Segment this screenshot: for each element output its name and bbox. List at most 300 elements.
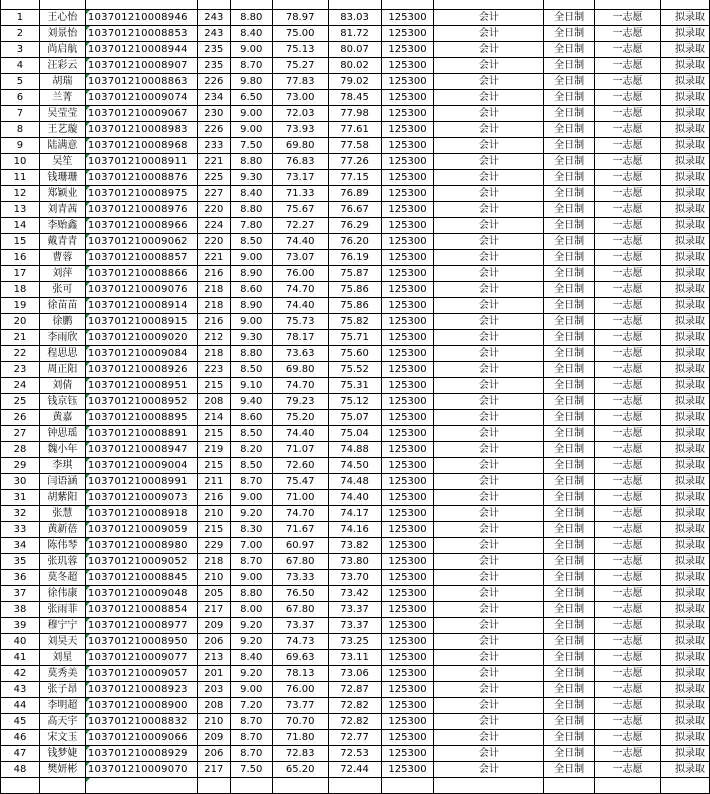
student-name-cell[interactable]: 徐鹏 <box>39 314 85 330</box>
major-name-cell[interactable]: 会计 <box>434 330 544 346</box>
student-name-cell[interactable]: 张可 <box>39 282 85 298</box>
major-code-cell[interactable]: 125300 <box>381 634 434 650</box>
major-code-cell[interactable] <box>381 778 434 794</box>
student-name-cell[interactable]: 刘星 <box>39 650 85 666</box>
major-code-cell[interactable]: 125300 <box>381 58 434 74</box>
skill-score-cell[interactable]: 8.50 <box>230 362 272 378</box>
exam-id-cell[interactable]: 103701210008929 <box>85 746 197 762</box>
study-mode-cell[interactable]: 全日制 <box>544 458 595 474</box>
student-name-cell[interactable]: 刘萍 <box>39 266 85 282</box>
admission-status-cell[interactable]: 拟录取 <box>660 506 709 522</box>
volunteer-type-cell[interactable]: 一志愿 <box>595 250 661 266</box>
total-score-cell[interactable]: 72.87 <box>328 682 381 698</box>
major-name-cell[interactable]: 会计 <box>434 666 544 682</box>
volunteer-type-cell[interactable] <box>595 778 661 794</box>
row-number-cell[interactable]: 42 <box>1 666 40 682</box>
initial-score-cell[interactable]: 206 <box>197 746 230 762</box>
admission-status-cell[interactable]: 拟录取 <box>660 746 709 762</box>
total-score-cell[interactable] <box>328 0 381 10</box>
major-name-cell[interactable]: 会计 <box>434 506 544 522</box>
major-name-cell[interactable]: 会计 <box>434 394 544 410</box>
exam-id-cell[interactable]: 103701210009059 <box>85 522 197 538</box>
row-number-cell[interactable]: 9 <box>1 138 40 154</box>
interview-score-cell[interactable]: 73.93 <box>272 122 328 138</box>
student-name-cell[interactable]: 李琪 <box>39 458 85 474</box>
exam-id-cell[interactable]: 103701210008975 <box>85 186 197 202</box>
exam-id-cell[interactable]: 103701210009070 <box>85 762 197 778</box>
volunteer-type-cell[interactable]: 一志愿 <box>595 714 661 730</box>
volunteer-type-cell[interactable]: 一志愿 <box>595 170 661 186</box>
admission-status-cell[interactable]: 拟录取 <box>660 10 709 26</box>
interview-score-cell[interactable]: 79.23 <box>272 394 328 410</box>
total-score-cell[interactable]: 75.52 <box>328 362 381 378</box>
initial-score-cell[interactable]: 218 <box>197 346 230 362</box>
major-name-cell[interactable] <box>434 0 544 10</box>
student-name-cell[interactable]: 吴笙 <box>39 154 85 170</box>
study-mode-cell[interactable] <box>544 0 595 10</box>
skill-score-cell[interactable]: 9.00 <box>230 106 272 122</box>
initial-score-cell[interactable]: 213 <box>197 650 230 666</box>
volunteer-type-cell[interactable]: 一志愿 <box>595 746 661 762</box>
major-name-cell[interactable]: 会计 <box>434 570 544 586</box>
major-code-cell[interactable]: 125300 <box>381 122 434 138</box>
interview-score-cell[interactable]: 76.83 <box>272 154 328 170</box>
volunteer-type-cell[interactable]: 一志愿 <box>595 522 661 538</box>
interview-score-cell[interactable]: 78.13 <box>272 666 328 682</box>
exam-id-cell[interactable]: 103701210008976 <box>85 202 197 218</box>
student-name-cell[interactable]: 胡紫阳 <box>39 490 85 506</box>
admission-status-cell[interactable]: 拟录取 <box>660 426 709 442</box>
study-mode-cell[interactable]: 全日制 <box>544 282 595 298</box>
skill-score-cell[interactable]: 8.50 <box>230 234 272 250</box>
total-score-cell[interactable]: 78.45 <box>328 90 381 106</box>
admission-status-cell[interactable]: 拟录取 <box>660 666 709 682</box>
study-mode-cell[interactable]: 全日制 <box>544 10 595 26</box>
study-mode-cell[interactable]: 全日制 <box>544 634 595 650</box>
student-name-cell[interactable]: 宋文玉 <box>39 730 85 746</box>
major-name-cell[interactable]: 会计 <box>434 554 544 570</box>
major-name-cell[interactable]: 会计 <box>434 74 544 90</box>
study-mode-cell[interactable]: 全日制 <box>544 474 595 490</box>
admission-status-cell[interactable]: 拟录取 <box>660 122 709 138</box>
exam-id-cell[interactable]: 103701210008991 <box>85 474 197 490</box>
interview-score-cell[interactable]: 75.47 <box>272 474 328 490</box>
study-mode-cell[interactable]: 全日制 <box>544 234 595 250</box>
major-code-cell[interactable]: 125300 <box>381 314 434 330</box>
skill-score-cell[interactable]: 8.90 <box>230 266 272 282</box>
admission-status-cell[interactable]: 拟录取 <box>660 154 709 170</box>
admission-status-cell[interactable]: 拟录取 <box>660 730 709 746</box>
interview-score-cell[interactable]: 76.00 <box>272 266 328 282</box>
major-code-cell[interactable]: 125300 <box>381 682 434 698</box>
skill-score-cell[interactable]: 9.00 <box>230 314 272 330</box>
initial-score-cell[interactable]: 235 <box>197 42 230 58</box>
major-name-cell[interactable]: 会计 <box>434 634 544 650</box>
initial-score-cell[interactable]: 209 <box>197 618 230 634</box>
admission-status-cell[interactable]: 拟录取 <box>660 698 709 714</box>
major-code-cell[interactable]: 125300 <box>381 666 434 682</box>
exam-id-cell[interactable]: 103701210009066 <box>85 730 197 746</box>
row-number-cell[interactable]: 43 <box>1 682 40 698</box>
major-code-cell[interactable]: 125300 <box>381 506 434 522</box>
row-number-cell[interactable]: 48 <box>1 762 40 778</box>
interview-score-cell[interactable] <box>272 0 328 10</box>
skill-score-cell[interactable]: 8.80 <box>230 202 272 218</box>
major-name-cell[interactable]: 会计 <box>434 458 544 474</box>
total-score-cell[interactable]: 77.61 <box>328 122 381 138</box>
study-mode-cell[interactable]: 全日制 <box>544 698 595 714</box>
initial-score-cell[interactable]: 229 <box>197 538 230 554</box>
major-code-cell[interactable]: 125300 <box>381 26 434 42</box>
skill-score-cell[interactable]: 9.10 <box>230 378 272 394</box>
major-name-cell[interactable]: 会计 <box>434 10 544 26</box>
skill-score-cell[interactable]: 8.80 <box>230 586 272 602</box>
interview-score-cell[interactable]: 74.70 <box>272 282 328 298</box>
study-mode-cell[interactable]: 全日制 <box>544 490 595 506</box>
study-mode-cell[interactable]: 全日制 <box>544 410 595 426</box>
interview-score-cell[interactable] <box>272 778 328 794</box>
student-name-cell[interactable]: 戴青青 <box>39 234 85 250</box>
interview-score-cell[interactable]: 73.63 <box>272 346 328 362</box>
row-number-cell[interactable]: 5 <box>1 74 40 90</box>
study-mode-cell[interactable]: 全日制 <box>544 426 595 442</box>
row-number-cell[interactable]: 30 <box>1 474 40 490</box>
initial-score-cell[interactable]: 218 <box>197 282 230 298</box>
interview-score-cell[interactable]: 75.73 <box>272 314 328 330</box>
initial-score-cell[interactable]: 210 <box>197 506 230 522</box>
initial-score-cell[interactable]: 215 <box>197 458 230 474</box>
skill-score-cell[interactable] <box>230 778 272 794</box>
admission-status-cell[interactable]: 拟录取 <box>660 138 709 154</box>
study-mode-cell[interactable]: 全日制 <box>544 202 595 218</box>
admission-status-cell[interactable]: 拟录取 <box>660 378 709 394</box>
admission-status-cell[interactable]: 拟录取 <box>660 266 709 282</box>
student-name-cell[interactable]: 张慧 <box>39 506 85 522</box>
row-number-cell[interactable]: 28 <box>1 442 40 458</box>
initial-score-cell[interactable]: 225 <box>197 170 230 186</box>
row-number-cell[interactable]: 44 <box>1 698 40 714</box>
skill-score-cell[interactable]: 6.50 <box>230 90 272 106</box>
study-mode-cell[interactable]: 全日制 <box>544 602 595 618</box>
major-code-cell[interactable]: 125300 <box>381 362 434 378</box>
row-number-cell[interactable]: 38 <box>1 602 40 618</box>
student-name-cell[interactable]: 莫秀美 <box>39 666 85 682</box>
initial-score-cell[interactable]: 218 <box>197 554 230 570</box>
study-mode-cell[interactable]: 全日制 <box>544 298 595 314</box>
major-code-cell[interactable]: 125300 <box>381 426 434 442</box>
interview-score-cell[interactable]: 73.37 <box>272 618 328 634</box>
major-name-cell[interactable]: 会计 <box>434 234 544 250</box>
admission-status-cell[interactable]: 拟录取 <box>660 618 709 634</box>
row-number-cell[interactable]: 13 <box>1 202 40 218</box>
initial-score-cell[interactable]: 223 <box>197 362 230 378</box>
exam-id-cell[interactable]: 103701210008918 <box>85 506 197 522</box>
study-mode-cell[interactable]: 全日制 <box>544 586 595 602</box>
major-code-cell[interactable]: 125300 <box>381 394 434 410</box>
study-mode-cell[interactable]: 全日制 <box>544 666 595 682</box>
volunteer-type-cell[interactable]: 一志愿 <box>595 634 661 650</box>
initial-score-cell[interactable]: 221 <box>197 250 230 266</box>
major-code-cell[interactable]: 125300 <box>381 42 434 58</box>
volunteer-type-cell[interactable]: 一志愿 <box>595 202 661 218</box>
major-code-cell[interactable]: 125300 <box>381 218 434 234</box>
major-name-cell[interactable]: 会计 <box>434 522 544 538</box>
admission-status-cell[interactable]: 拟录取 <box>660 58 709 74</box>
major-code-cell[interactable]: 125300 <box>381 90 434 106</box>
total-score-cell[interactable]: 73.06 <box>328 666 381 682</box>
total-score-cell[interactable]: 74.40 <box>328 490 381 506</box>
total-score-cell[interactable]: 81.72 <box>328 26 381 42</box>
exam-id-cell[interactable] <box>85 0 197 10</box>
volunteer-type-cell[interactable]: 一志愿 <box>595 10 661 26</box>
major-code-cell[interactable]: 125300 <box>381 618 434 634</box>
initial-score-cell[interactable]: 217 <box>197 602 230 618</box>
admission-status-cell[interactable]: 拟录取 <box>660 682 709 698</box>
major-code-cell[interactable]: 125300 <box>381 490 434 506</box>
skill-score-cell[interactable]: 9.20 <box>230 666 272 682</box>
volunteer-type-cell[interactable]: 一志愿 <box>595 730 661 746</box>
skill-score-cell[interactable]: 8.20 <box>230 442 272 458</box>
major-code-cell[interactable]: 125300 <box>381 730 434 746</box>
initial-score-cell[interactable]: 212 <box>197 330 230 346</box>
exam-id-cell[interactable]: 103701210008876 <box>85 170 197 186</box>
major-code-cell[interactable]: 125300 <box>381 570 434 586</box>
total-score-cell[interactable]: 75.12 <box>328 394 381 410</box>
major-name-cell[interactable]: 会计 <box>434 90 544 106</box>
row-number-cell[interactable]: 37 <box>1 586 40 602</box>
total-score-cell[interactable]: 77.26 <box>328 154 381 170</box>
exam-id-cell[interactable]: 103701210009073 <box>85 490 197 506</box>
volunteer-type-cell[interactable]: 一志愿 <box>595 666 661 682</box>
student-name-cell[interactable]: 刘青茜 <box>39 202 85 218</box>
total-score-cell[interactable]: 72.53 <box>328 746 381 762</box>
initial-score-cell[interactable]: 203 <box>197 682 230 698</box>
study-mode-cell[interactable]: 全日制 <box>544 650 595 666</box>
volunteer-type-cell[interactable]: 一志愿 <box>595 26 661 42</box>
exam-id-cell[interactable]: 103701210008968 <box>85 138 197 154</box>
major-name-cell[interactable]: 会计 <box>434 762 544 778</box>
major-name-cell[interactable]: 会计 <box>434 58 544 74</box>
major-name-cell[interactable] <box>434 778 544 794</box>
study-mode-cell[interactable]: 全日制 <box>544 730 595 746</box>
admission-status-cell[interactable]: 拟录取 <box>660 762 709 778</box>
major-code-cell[interactable]: 125300 <box>381 154 434 170</box>
total-score-cell[interactable]: 76.29 <box>328 218 381 234</box>
major-code-cell[interactable]: 125300 <box>381 346 434 362</box>
exam-id-cell[interactable]: 103701210008891 <box>85 426 197 442</box>
major-code-cell[interactable]: 125300 <box>381 410 434 426</box>
initial-score-cell[interactable]: 211 <box>197 474 230 490</box>
skill-score-cell[interactable]: 8.30 <box>230 522 272 538</box>
study-mode-cell[interactable]: 全日制 <box>544 346 595 362</box>
major-code-cell[interactable]: 125300 <box>381 282 434 298</box>
total-score-cell[interactable]: 73.37 <box>328 602 381 618</box>
initial-score-cell[interactable]: 210 <box>197 570 230 586</box>
exam-id-cell[interactable]: 103701210008845 <box>85 570 197 586</box>
study-mode-cell[interactable]: 全日制 <box>544 330 595 346</box>
initial-score-cell[interactable]: 220 <box>197 234 230 250</box>
skill-score-cell[interactable]: 9.30 <box>230 170 272 186</box>
exam-id-cell[interactable]: 103701210008980 <box>85 538 197 554</box>
major-name-cell[interactable]: 会计 <box>434 746 544 762</box>
major-code-cell[interactable]: 125300 <box>381 762 434 778</box>
student-name-cell[interactable]: 程思思 <box>39 346 85 362</box>
interview-score-cell[interactable]: 75.20 <box>272 410 328 426</box>
total-score-cell[interactable]: 72.77 <box>328 730 381 746</box>
exam-id-cell[interactable]: 103701210008946 <box>85 10 197 26</box>
volunteer-type-cell[interactable]: 一志愿 <box>595 698 661 714</box>
interview-score-cell[interactable]: 74.70 <box>272 378 328 394</box>
total-score-cell[interactable]: 72.82 <box>328 714 381 730</box>
exam-id-cell[interactable]: 103701210009020 <box>85 330 197 346</box>
volunteer-type-cell[interactable]: 一志愿 <box>595 138 661 154</box>
total-score-cell[interactable]: 83.03 <box>328 10 381 26</box>
admission-status-cell[interactable]: 拟录取 <box>660 26 709 42</box>
exam-id-cell[interactable]: 103701210008947 <box>85 442 197 458</box>
student-name-cell[interactable]: 刘倩 <box>39 378 85 394</box>
study-mode-cell[interactable]: 全日制 <box>544 186 595 202</box>
major-name-cell[interactable]: 会计 <box>434 698 544 714</box>
volunteer-type-cell[interactable]: 一志愿 <box>595 602 661 618</box>
interview-score-cell[interactable]: 72.03 <box>272 106 328 122</box>
row-number-cell[interactable]: 20 <box>1 314 40 330</box>
major-code-cell[interactable]: 125300 <box>381 170 434 186</box>
study-mode-cell[interactable]: 全日制 <box>544 42 595 58</box>
total-score-cell[interactable]: 74.16 <box>328 522 381 538</box>
exam-id-cell[interactable]: 103701210008853 <box>85 26 197 42</box>
major-code-cell[interactable]: 125300 <box>381 378 434 394</box>
total-score-cell[interactable]: 76.20 <box>328 234 381 250</box>
student-name-cell[interactable]: 王艺璇 <box>39 122 85 138</box>
skill-score-cell[interactable]: 8.70 <box>230 714 272 730</box>
interview-score-cell[interactable]: 75.00 <box>272 26 328 42</box>
volunteer-type-cell[interactable] <box>595 0 661 10</box>
major-name-cell[interactable]: 会计 <box>434 650 544 666</box>
skill-score-cell[interactable]: 9.00 <box>230 570 272 586</box>
volunteer-type-cell[interactable]: 一志愿 <box>595 378 661 394</box>
admission-status-cell[interactable]: 拟录取 <box>660 586 709 602</box>
major-name-cell[interactable]: 会计 <box>434 250 544 266</box>
student-name-cell[interactable]: 闫语涵 <box>39 474 85 490</box>
volunteer-type-cell[interactable]: 一志愿 <box>595 618 661 634</box>
study-mode-cell[interactable] <box>544 778 595 794</box>
major-code-cell[interactable]: 125300 <box>381 458 434 474</box>
study-mode-cell[interactable]: 全日制 <box>544 250 595 266</box>
exam-id-cell[interactable]: 103701210008832 <box>85 714 197 730</box>
admission-status-cell[interactable]: 拟录取 <box>660 410 709 426</box>
admission-status-cell[interactable]: 拟录取 <box>660 554 709 570</box>
skill-score-cell[interactable]: 8.50 <box>230 426 272 442</box>
volunteer-type-cell[interactable]: 一志愿 <box>595 682 661 698</box>
interview-score-cell[interactable]: 77.83 <box>272 74 328 90</box>
exam-id-cell[interactable]: 103701210009062 <box>85 234 197 250</box>
major-name-cell[interactable]: 会计 <box>434 442 544 458</box>
study-mode-cell[interactable]: 全日制 <box>544 554 595 570</box>
major-code-cell[interactable]: 125300 <box>381 698 434 714</box>
row-number-cell[interactable]: 24 <box>1 378 40 394</box>
interview-score-cell[interactable]: 74.73 <box>272 634 328 650</box>
interview-score-cell[interactable]: 71.67 <box>272 522 328 538</box>
volunteer-type-cell[interactable]: 一志愿 <box>595 362 661 378</box>
initial-score-cell[interactable]: 206 <box>197 634 230 650</box>
exam-id-cell[interactable]: 103701210008911 <box>85 154 197 170</box>
admission-status-cell[interactable]: 拟录取 <box>660 650 709 666</box>
skill-score-cell[interactable] <box>230 0 272 10</box>
initial-score-cell[interactable]: 221 <box>197 154 230 170</box>
initial-score-cell[interactable]: 220 <box>197 202 230 218</box>
major-name-cell[interactable]: 会计 <box>434 362 544 378</box>
major-code-cell[interactable]: 125300 <box>381 202 434 218</box>
major-name-cell[interactable]: 会计 <box>434 602 544 618</box>
skill-score-cell[interactable]: 8.70 <box>230 554 272 570</box>
major-name-cell[interactable]: 会计 <box>434 122 544 138</box>
major-code-cell[interactable]: 125300 <box>381 602 434 618</box>
row-number-cell[interactable]: 8 <box>1 122 40 138</box>
row-number-cell[interactable]: 16 <box>1 250 40 266</box>
admission-status-cell[interactable] <box>660 778 709 794</box>
row-number-cell[interactable]: 6 <box>1 90 40 106</box>
exam-id-cell[interactable]: 103701210009057 <box>85 666 197 682</box>
total-score-cell[interactable]: 73.11 <box>328 650 381 666</box>
row-number-cell[interactable]: 41 <box>1 650 40 666</box>
student-name-cell[interactable]: 陈伟琴 <box>39 538 85 554</box>
major-name-cell[interactable]: 会计 <box>434 266 544 282</box>
student-name-cell[interactable]: 郑颖业 <box>39 186 85 202</box>
row-number-cell[interactable]: 29 <box>1 458 40 474</box>
skill-score-cell[interactable]: 9.40 <box>230 394 272 410</box>
study-mode-cell[interactable]: 全日制 <box>544 746 595 762</box>
row-number-cell[interactable]: 46 <box>1 730 40 746</box>
major-code-cell[interactable]: 125300 <box>381 650 434 666</box>
interview-score-cell[interactable]: 73.00 <box>272 90 328 106</box>
total-score-cell[interactable] <box>328 778 381 794</box>
interview-score-cell[interactable]: 70.70 <box>272 714 328 730</box>
skill-score-cell[interactable]: 7.50 <box>230 762 272 778</box>
exam-id-cell[interactable]: 103701210009077 <box>85 650 197 666</box>
exam-id-cell[interactable]: 103701210008895 <box>85 410 197 426</box>
major-name-cell[interactable]: 会计 <box>434 538 544 554</box>
exam-id-cell[interactable]: 103701210009004 <box>85 458 197 474</box>
row-number-cell[interactable]: 26 <box>1 410 40 426</box>
major-code-cell[interactable]: 125300 <box>381 298 434 314</box>
admission-status-cell[interactable]: 拟录取 <box>660 202 709 218</box>
admission-status-cell[interactable]: 拟录取 <box>660 602 709 618</box>
major-name-cell[interactable]: 会计 <box>434 202 544 218</box>
major-name-cell[interactable]: 会计 <box>434 26 544 42</box>
skill-score-cell[interactable]: 8.60 <box>230 282 272 298</box>
major-name-cell[interactable]: 会计 <box>434 170 544 186</box>
major-name-cell[interactable]: 会计 <box>434 490 544 506</box>
student-name-cell[interactable]: 徐苗苗 <box>39 298 85 314</box>
row-number-cell[interactable]: 27 <box>1 426 40 442</box>
student-name-cell[interactable]: 胡瑞 <box>39 74 85 90</box>
student-name-cell[interactable]: 魏小年 <box>39 442 85 458</box>
study-mode-cell[interactable]: 全日制 <box>544 218 595 234</box>
exam-id-cell[interactable]: 103701210008950 <box>85 634 197 650</box>
volunteer-type-cell[interactable]: 一志愿 <box>595 554 661 570</box>
study-mode-cell[interactable]: 全日制 <box>544 122 595 138</box>
exam-id-cell[interactable]: 103701210009067 <box>85 106 197 122</box>
initial-score-cell[interactable]: 234 <box>197 90 230 106</box>
student-name-cell[interactable]: 张雨菲 <box>39 602 85 618</box>
exam-id-cell[interactable]: 103701210008966 <box>85 218 197 234</box>
row-number-cell[interactable]: 47 <box>1 746 40 762</box>
skill-score-cell[interactable]: 8.50 <box>230 458 272 474</box>
student-name-cell[interactable]: 曹蓉 <box>39 250 85 266</box>
student-name-cell[interactable]: 张玑蓉 <box>39 554 85 570</box>
volunteer-type-cell[interactable]: 一志愿 <box>595 90 661 106</box>
volunteer-type-cell[interactable]: 一志愿 <box>595 154 661 170</box>
